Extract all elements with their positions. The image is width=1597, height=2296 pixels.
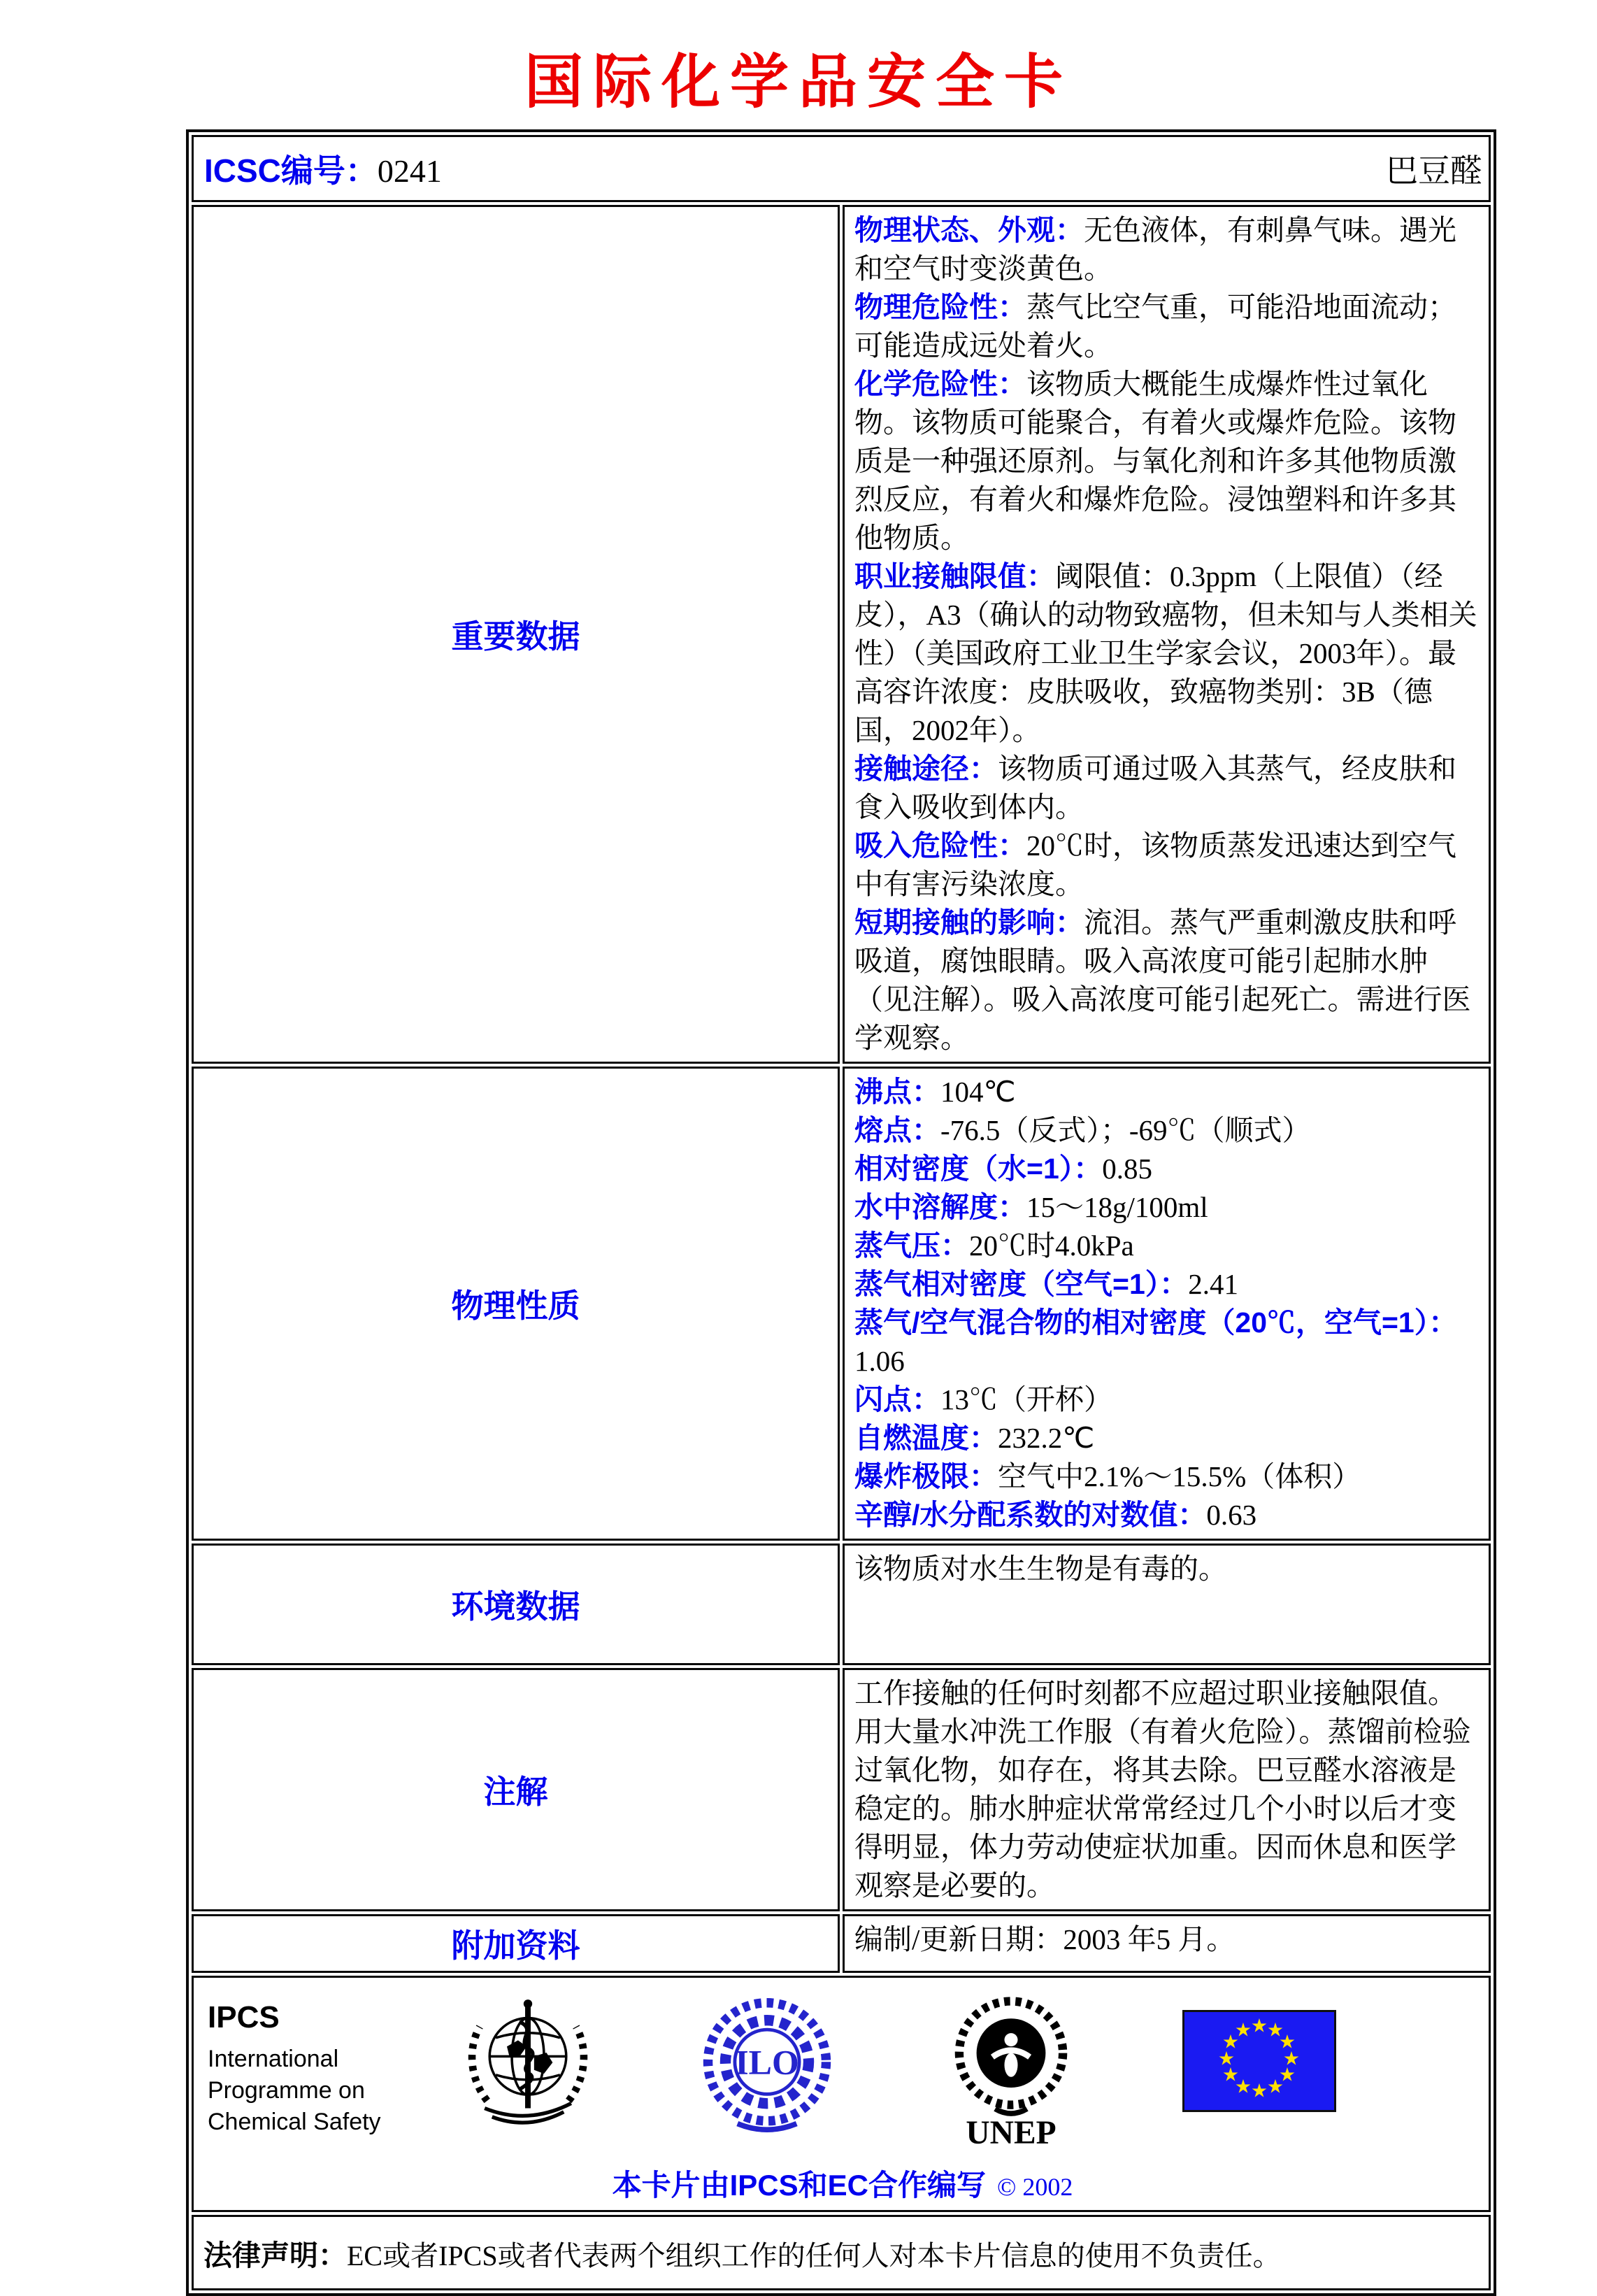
page-title: 国际化学品安全卡 [524, 50, 1073, 115]
physical-property: 爆炸极限：空气中2.1%～15.5%（体积） [854, 1460, 1361, 1492]
who-logo-icon [458, 1995, 598, 2143]
physical-properties-row [192, 1067, 1491, 1541]
physical-property: 辛醇/水分配系数的对数值：0.63 [854, 1499, 1257, 1531]
important-data-row [192, 205, 1491, 1064]
eu-star-icon: ★ [1266, 2076, 1284, 2097]
section-label-notes: 注解 [192, 1668, 840, 1911]
credit-line [203, 2162, 1482, 2204]
environmental-data-row [192, 1543, 1491, 1665]
physical-properties-content [843, 1067, 1491, 1541]
important-data-content [843, 205, 1491, 1064]
eu-star-icon: ★ [1222, 2064, 1240, 2085]
ilo-logo-icon [700, 1995, 834, 2137]
additional-info-row [192, 1914, 1491, 1973]
legal-notice-text: EC或者IPCS或者代表两个组织工作的任何人对本卡片信息的使用不负责任。 [347, 2239, 1281, 2272]
svg-text:UNEP: UNEP [966, 2114, 1057, 2151]
copyright-text: © 2002 [997, 2173, 1073, 2201]
important-item: 物理危险性：蒸气比空气重，可能沿地面流动；可能造成远处着火。 [854, 291, 1456, 362]
icsc-number-label: ICSC编号： [204, 152, 378, 189]
physical-property: 沸点：104℃ [854, 1076, 1016, 1108]
legal-notice-row [192, 2215, 1491, 2290]
notes-row [192, 1668, 1491, 1911]
important-item: 物理状态、外观：无色液体，有刺鼻气味。遇光和空气时变淡黄色。 [854, 214, 1456, 285]
eu-star-icon: ★ [1250, 2080, 1268, 2102]
environmental-data-text: 该物质对水生生物是有毒的。 [854, 1553, 1227, 1585]
important-item: 接触途径：该物质可通过吸入其蒸气，经皮肤和食入吸收到体内。 [854, 753, 1456, 823]
physical-property: 自燃温度：232.2℃ [854, 1422, 1095, 1454]
important-item: 职业接触限值：阈限值：0.3ppm（上限值）（经皮），A3（确认的动物致癌物，但未知与人类相关性）（美国政府工业卫生学家会议，2003年）。最高容许浓度：皮肤吸收，致癌物类别：3B（德国，2002年）。 [854, 560, 1477, 746]
ipcs-text-block: IPCS International Programme on Chemical Safety [208, 2000, 384, 2138]
eu-star-icon: ★ [1266, 2019, 1284, 2041]
notes-text: 工作接触的任何时刻都不应超过职业接触限值。用大量水冲洗工作服（有着火危险）。蒸馏前检验过氧化物，如存在，将其去除。巴豆醛水溶液是稳定的。肺水肿症状常常经过几个小时以后才变得明显，体力劳动使症状加重。因而休息和医学观察是必要的。 [854, 1677, 1471, 1902]
section-label-physical-properties: 物理性质 [192, 1067, 840, 1541]
logo-row [203, 1995, 1482, 2154]
physical-property: 水中溶解度：15～18g/100ml [854, 1191, 1208, 1223]
credit-text: 本卡片由IPCS和EC合作编写 [612, 2169, 986, 2202]
eu-star-icon: ★ [1222, 2031, 1240, 2053]
ipcs-abbreviation: IPCS [208, 2000, 280, 2034]
additional-info-content [843, 1914, 1491, 1973]
header-row [192, 135, 1491, 202]
eu-star-icon: ★ [1278, 2064, 1296, 2085]
environmental-data-content [843, 1543, 1491, 1665]
card-header [194, 138, 1488, 199]
important-item: 吸入危险性：20℃时，该物质蒸发迅速达到空气中有害污染浓度。 [854, 829, 1456, 900]
notes-content [843, 1668, 1491, 1911]
legal-notice-label: 法律声明： [203, 2239, 347, 2272]
physical-property: 蒸气/空气混合物的相对密度（20℃，空气=1）：1.06 [854, 1306, 1458, 1377]
physical-property: 熔点：-76.5（反式）；-69℃（顺式） [854, 1114, 1311, 1146]
icsc-number-value: 0241 [377, 153, 442, 189]
physical-property: 闪点：13℃（开杯） [854, 1383, 1112, 1416]
additional-info-text: 编制/更新日期：2003 年5 月。 [854, 1923, 1236, 1955]
eu-flag-icon [1182, 2010, 1336, 2112]
unep-logo-icon [945, 1995, 1077, 2154]
physical-property: 蒸气相对密度（空气=1）：2.41 [854, 1268, 1238, 1300]
section-label-additional-info: 附加资料 [192, 1914, 840, 1973]
eu-star-icon: ★ [1234, 2019, 1252, 2041]
eu-star-icon: ★ [1278, 2031, 1296, 2053]
section-label-important-data: 重要数据 [192, 205, 840, 1064]
eu-star-icon: ★ [1250, 2015, 1268, 2037]
icsc-document-page [0, 35, 1597, 2280]
icsc-card-table [186, 129, 1496, 2296]
eu-star-icon: ★ [1234, 2076, 1252, 2097]
important-item: 短期接触的影响：流泪。蒸气严重刺激皮肤和呼吸道，腐蚀眼睛。吸入高浓度可能引起肺水肿（见注解）。吸入高浓度可能引起死亡。需进行医学观察。 [854, 906, 1471, 1054]
physical-property: 相对密度（水=1）：0.85 [854, 1153, 1152, 1185]
organizations-footer-row [192, 1976, 1491, 2212]
eu-star-icon: ★ [1282, 2048, 1301, 2069]
important-item: 化学危险性：该物质大概能生成爆炸性过氧化物。该物质可能聚合，有着火或爆炸危险。该物质是一种强还原剂。与氧化剂和许多其他物质激烈反应，有着火和爆炸危险。浸蚀塑料和许多其他物质。 [854, 368, 1456, 554]
chemical-name: 巴豆醛 [1386, 153, 1482, 189]
eu-star-icon: ★ [1217, 2048, 1236, 2069]
physical-property: 蒸气压：20℃时4.0kPa [854, 1229, 1134, 1262]
section-label-environmental-data: 环境数据 [192, 1543, 840, 1665]
svg-text:ILO: ILO [735, 2043, 799, 2082]
